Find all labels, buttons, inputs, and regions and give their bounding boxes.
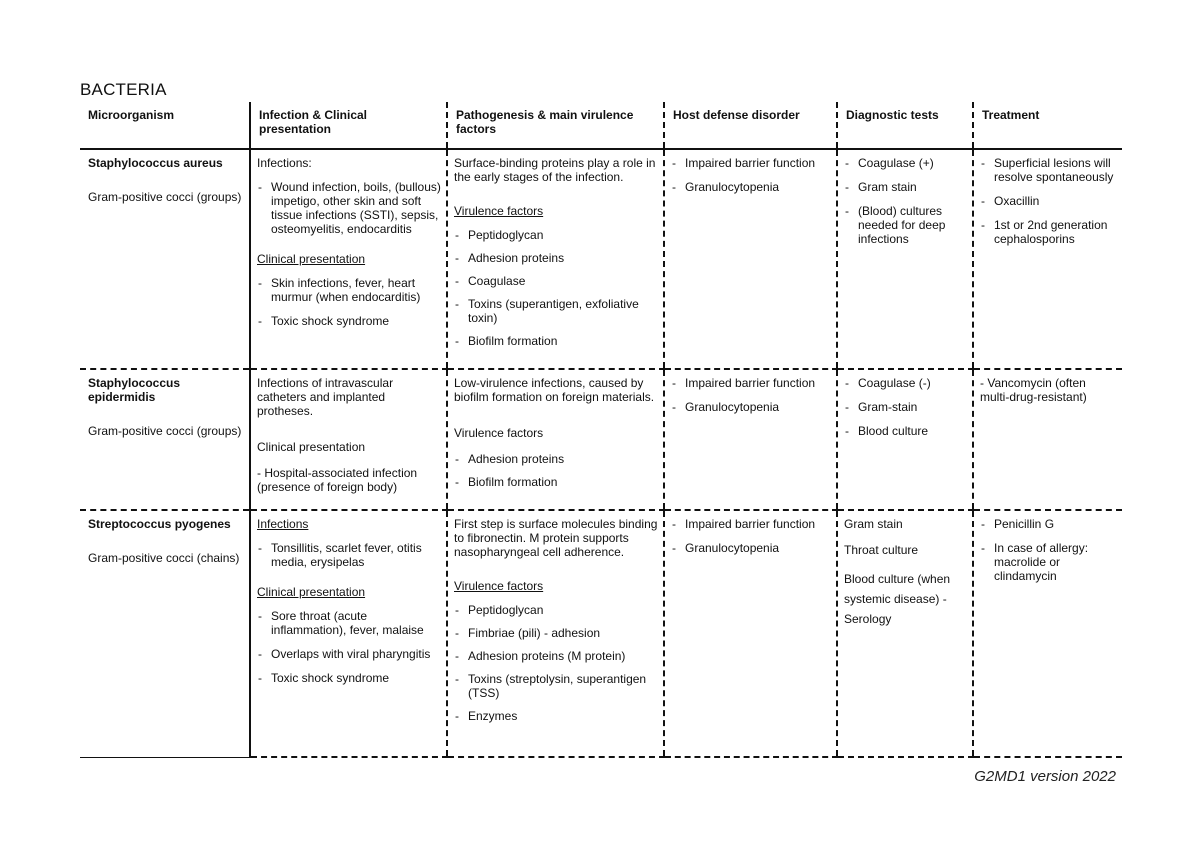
header-row	[80, 102, 1122, 149]
infection-cell	[250, 369, 447, 510]
list-item: - Toxins (streptolysin, superantigen (TSS)	[454, 672, 659, 700]
host-defense-list	[671, 376, 832, 414]
treatment-text: - Vancomycin (often multi-drug-resistant)	[980, 376, 1087, 404]
list-item: - Wound infection, boils, (bullous) impetigo, other skin and soft tissue infections (SSTI), sepsis, osteomyelitis, endocarditis	[257, 180, 442, 236]
clinical-heading: Clinical presentation	[257, 252, 366, 266]
list-item: - Granulocytopenia	[671, 400, 832, 414]
list-item: - Adhesion proteins (M protein)	[454, 649, 659, 663]
virulence-list	[454, 452, 659, 489]
diagnostic-list	[844, 156, 968, 246]
clinical-line: - Hospital-associated infection (presence of foreign body)	[257, 466, 418, 494]
bacteria-table	[80, 102, 1122, 758]
virulence-list	[454, 228, 659, 348]
diagnostic-line: Blood culture (when systemic disease) - Serology	[844, 572, 951, 626]
virulence-heading: Virulence factors	[454, 579, 544, 593]
list-item: - Overlaps with viral pharyngitis	[257, 647, 442, 661]
infection-list	[257, 541, 442, 569]
infection-heading: Infections	[257, 517, 309, 531]
organism-cell	[80, 369, 250, 510]
header-treatment: Treatment	[973, 102, 1122, 149]
organism-description: Gram-positive cocci (groups)	[88, 190, 242, 204]
list-item: - 1st or 2nd generation cephalosporins	[980, 218, 1118, 246]
header-host-defense: Host defense disorder	[664, 102, 837, 149]
treatment-cell	[973, 369, 1122, 510]
host-defense-cell	[664, 369, 837, 510]
infection-list	[257, 180, 442, 236]
list-item: - Biofilm formation	[454, 475, 659, 489]
clinical-list	[257, 276, 442, 328]
list-item: - Penicillin G	[980, 517, 1118, 531]
header-microorganism: Microorganism	[80, 102, 250, 149]
organism-name: Streptococcus pyogenes	[88, 517, 231, 531]
list-item: - Impaired barrier function	[671, 156, 832, 170]
organism-description: Gram-positive cocci (groups)	[88, 424, 242, 438]
organism-cell	[80, 149, 250, 369]
list-item: - Tonsillitis, scarlet fever, otitis media, erysipelas	[257, 541, 442, 569]
list-item: - Peptidoglycan	[454, 603, 659, 617]
infection-cell	[250, 510, 447, 757]
list-item: - Fimbriae (pili) - adhesion	[454, 626, 659, 640]
list-item: - Toxins (superantigen, exfoliative toxin)	[454, 297, 659, 325]
list-item: - Adhesion proteins	[454, 452, 659, 466]
infection-text: Infections of intravascular catheters and implanted protheses.	[257, 376, 394, 418]
list-item: - Toxic shock syndrome	[257, 671, 442, 685]
clinical-heading: Clinical presentation	[257, 585, 366, 599]
organism-name: Staphylococcus epidermidis	[88, 376, 181, 404]
organism-name: Staphylococcus aureus	[88, 156, 223, 170]
table-row	[80, 510, 1122, 757]
pathogenesis-intro: Low-virulence infections, caused by biofilm formation on foreign materials.	[454, 376, 655, 404]
treatment-list	[980, 156, 1118, 246]
table-row	[80, 369, 1122, 510]
list-item: - Impaired barrier function	[671, 376, 832, 390]
header-diagnostic: Diagnostic tests	[837, 102, 973, 149]
pathogenesis-cell	[447, 510, 664, 757]
list-item: - (Blood) cultures needed for deep infections	[844, 204, 968, 246]
list-item: - Blood culture	[844, 424, 968, 438]
list-item: - Adhesion proteins	[454, 251, 659, 265]
list-item: - Gram-stain	[844, 400, 968, 414]
treatment-cell	[973, 149, 1122, 369]
virulence-list	[454, 603, 659, 723]
diagnostic-line: Throat culture	[844, 543, 919, 557]
list-item: - Superficial lesions will resolve spontaneously	[980, 156, 1118, 184]
list-item: - Peptidoglycan	[454, 228, 659, 242]
clinical-list	[257, 609, 442, 685]
host-defense-cell	[664, 510, 837, 757]
list-item: - Toxic shock syndrome	[257, 314, 442, 328]
list-item: - Granulocytopenia	[671, 180, 832, 194]
pathogenesis-cell	[447, 369, 664, 510]
list-item: - Oxacillin	[980, 194, 1118, 208]
host-defense-cell	[664, 149, 837, 369]
host-defense-list	[671, 517, 832, 555]
list-item: - In case of allergy: macrolide or clindamycin	[980, 541, 1118, 583]
infection-heading: Infections:	[257, 156, 312, 170]
list-item: - Skin infections, fever, heart murmur (when endocarditis)	[257, 276, 442, 304]
host-defense-list	[671, 156, 832, 194]
list-item: - Coagulase	[454, 274, 659, 288]
header-pathogenesis: Pathogenesis & main virulence factors	[447, 102, 664, 149]
virulence-heading: Virulence factors	[454, 426, 544, 440]
list-item: - Gram stain	[844, 180, 968, 194]
pathogenesis-cell	[447, 149, 664, 369]
list-item: - Biofilm formation	[454, 334, 659, 348]
clinical-heading: Clinical presentation	[257, 440, 366, 454]
list-item: - Coagulase (-)	[844, 376, 968, 390]
page-title: BACTERIA	[80, 80, 167, 99]
infection-cell	[250, 149, 447, 369]
table-row	[80, 149, 1122, 369]
list-item: - Impaired barrier function	[671, 517, 832, 531]
list-item: - Granulocytopenia	[671, 541, 832, 555]
diagnostic-cell	[837, 149, 973, 369]
diagnostic-line: Gram stain	[844, 517, 903, 531]
header-infection: Infection & Clinical presentation	[250, 102, 447, 149]
organism-cell	[80, 510, 250, 757]
treatment-cell	[973, 510, 1122, 757]
virulence-heading: Virulence factors	[454, 204, 544, 218]
list-item: - Enzymes	[454, 709, 659, 723]
treatment-list	[980, 517, 1118, 583]
list-item: - Sore throat (acute inflammation), fever, malaise	[257, 609, 442, 637]
pathogenesis-intro: First step is surface molecules binding to fibronectin. M protein supports nasopharyngeal cell adherence.	[454, 517, 658, 559]
diagnostic-cell	[837, 510, 973, 757]
list-item: - Coagulase (+)	[844, 156, 968, 170]
diagnostic-list	[844, 376, 968, 438]
version-footer: G2MD1 version 2022	[974, 768, 1116, 785]
organism-description: Gram-positive cocci (chains)	[88, 551, 240, 565]
pathogenesis-intro: Surface-binding proteins play a role in the early stages of the infection.	[454, 156, 656, 184]
diagnostic-cell	[837, 369, 973, 510]
